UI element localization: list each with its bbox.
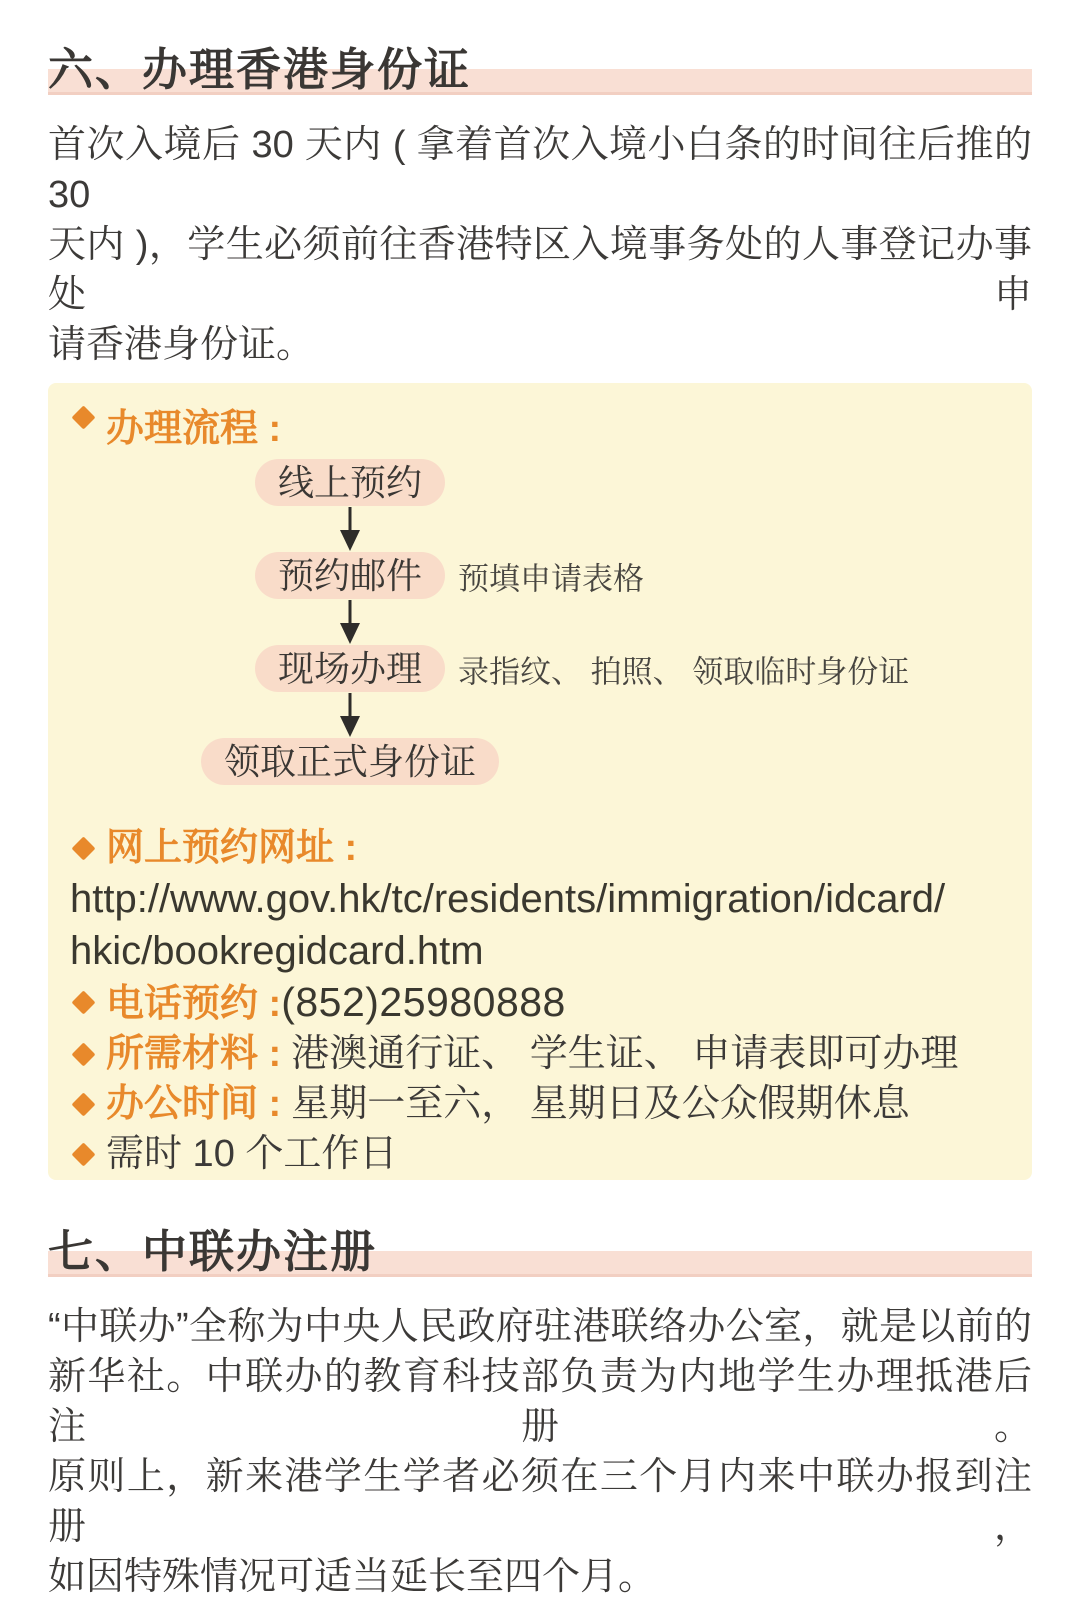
- para-line: “中联办”全称为中央人民政府驻港联络办公室，就是以前的: [48, 1306, 1032, 1348]
- materials-row: [68, 1029, 1008, 1079]
- intro-line: 首次入境后 30 天内 ( 拿着首次入境小白条的时间往后推的 30: [48, 124, 1043, 216]
- materials-label: 所需材料 :: [106, 1033, 282, 1075]
- phone-row: [68, 977, 1008, 1029]
- diamond-icon: [71, 405, 95, 429]
- diamond-icon: [71, 1042, 95, 1066]
- detail-bullets: [68, 823, 1008, 1179]
- phone-label: 电话预约 :: [106, 983, 282, 1025]
- para-line: 如因特殊情况可适当延长至四个月。: [48, 1556, 657, 1598]
- para-line: 新华社。中联办的教育科技部负责为内地学生办理抵港后注册。: [48, 1356, 1032, 1448]
- arrow-down-icon: [337, 693, 363, 737]
- flow-step: [201, 738, 499, 785]
- flow-step: [255, 552, 644, 599]
- diamond-icon: [71, 990, 95, 1014]
- arrow-down-icon: [337, 600, 363, 644]
- section6-title: 六、办理香港身份证: [48, 44, 472, 95]
- flow-pill: 预约邮件: [255, 552, 445, 599]
- info-box: [48, 383, 1032, 1180]
- section7-paragraph: [48, 1302, 1032, 1602]
- flow-step: [255, 645, 910, 692]
- section7-heading: [48, 1228, 1032, 1276]
- section6-intro: [48, 120, 1043, 370]
- booking-url: [68, 873, 1008, 977]
- phone-number: (852)25980888: [281, 979, 566, 1025]
- flow-step: [255, 459, 445, 506]
- materials-value: 港澳通行证、 学生证、 申请表即可办理: [291, 1033, 959, 1075]
- process-label: 办理流程 :: [106, 408, 282, 450]
- booking-url-label: 网上预约网址 :: [106, 827, 358, 869]
- flow-note: 预填申请表格: [458, 561, 644, 596]
- office-hours-row: [68, 1079, 1008, 1129]
- process-label-row: [68, 409, 1008, 449]
- flow-pill: 线上预约: [255, 459, 445, 506]
- office-hours-label: 办公时间 :: [106, 1083, 282, 1125]
- intro-line: 请香港身份证。: [48, 324, 315, 366]
- diamond-icon: [71, 1092, 95, 1116]
- section7-title: 七、中联办注册: [48, 1226, 378, 1277]
- flow-pill: 现场办理: [255, 645, 445, 692]
- booking-url-line: http://www.gov.hk/tc/residents/immigration/idcard/: [70, 877, 946, 921]
- intro-line: 天内 )，学生必须前往香港特区入境事务处的人事登记办事处申: [48, 224, 1032, 316]
- booking-url-label-row: [68, 823, 1008, 873]
- para-line: 原则上，新来港学生学者必须在三个月内来中联办报到注册，: [48, 1456, 1032, 1548]
- duration-text: 需时 10 个工作日: [106, 1133, 398, 1175]
- diamond-icon: [71, 836, 95, 860]
- page: [0, 46, 1080, 1602]
- flow-pill: 领取正式身份证: [201, 738, 499, 785]
- process-flowchart: [200, 459, 910, 785]
- booking-url-line: hkic/bookregidcard.htm: [70, 929, 484, 973]
- section6-heading: [48, 46, 1032, 94]
- arrow-down-icon: [337, 507, 363, 551]
- flow-note: 录指纹、 拍照、 领取临时身份证: [458, 654, 910, 689]
- office-hours-value: 星期一至六， 星期日及公众假期休息: [291, 1083, 910, 1125]
- duration-row: [68, 1129, 1008, 1179]
- diamond-icon: [71, 1142, 95, 1166]
